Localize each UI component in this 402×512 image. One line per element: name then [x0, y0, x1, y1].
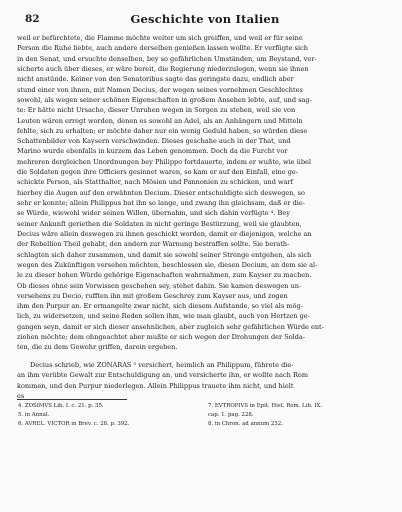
text-line: an ihm verübte Gewalt zur Entschuldigung an, und versicherte ihn, er wollte nach Rom — [17, 371, 309, 380]
running-title: Geschichte von Italien — [130, 12, 280, 26]
text-line: versehens zu Decio, rufften ihn mit großem Geschrey zum Kayser aus, und zogen — [17, 291, 288, 300]
text-line: schickte Person, als Statthalter, nach Mösien und Pannonien zu schicken, und warf — [17, 178, 294, 187]
footnote-rule — [17, 399, 127, 400]
text-line: lich, zu widersetzen, und seine Reden sollen ihm, wie man glaubt, auch von Hertzen ge- — [17, 312, 310, 321]
footnote-line: cap. 1. pag. 228. — [208, 412, 254, 418]
text-line: gangen seyn, damit er sich dieser ansehnlichen, aber zugleich sehr gefährlichen Würde ent- — [17, 322, 324, 331]
footnote-line: 6. AVREL. VICTOR in Brev. c. 28. p. 392. — [18, 421, 130, 427]
footnote-line: 7. EVTROPIVS in Epit. Hist. Rom. Lib. IX. — [208, 403, 322, 409]
text-line: kommen, und den Purpur niederlegen. Allein Philippus trauete ihm nicht, und hielt — [17, 381, 294, 390]
text-line: stund einer von ihnen, mit Namen Decius, der wegen seines vornehmen Geschlechtes — [17, 85, 303, 94]
text-line: Decius wäre allein deswegen zu ihnen geschickt worden, damit er diejenigen, welche an — [17, 229, 312, 238]
text-line: le zu dieser hohen Würde gehörige Eigenschaften wahrnahmen, zum Kayser zu machen. — [17, 271, 312, 280]
text-line: in den Senat, und ersuchte denselben, bey so gefährlichen Umständen, um Beystand, ver- — [17, 54, 317, 63]
text-line: Ob dieses ohne sein Vorwissen geschehen sey, stehet dahin. Sie kamen deswegen un- — [17, 281, 302, 290]
footnote-line: 4. ZOSIMVS Lib. I. c. 21. p. 35. — [18, 403, 104, 409]
text-line: sowohl, als wegen seiner schönen Eigenschaften in großem Ansehen lebte, auf, und sag- — [17, 95, 312, 104]
text-line: sicherte auch über dieses, er wäre bereit, die Regierung niederzulegen, wenn sie ihnen — [17, 64, 309, 73]
text-line: Leuten wären erregt worden, denen es sowohl an Adel, als an Anhängern und Mitteln — [17, 116, 303, 125]
text-line: ihm den Purpur an. Er ermangelte zwar nicht, sich diesem Aufstande, so viel als mög- — [17, 302, 303, 311]
text-line: Marino wurde ebenfalls in kurzem das Leben genommen. Doch da die Furcht vor — [17, 147, 288, 156]
text-line: nicht anstünde. Keiner von den Senatoribus sagte das geringste dazu, endlich aber — [17, 75, 294, 84]
text-line: fehlte, sich zu erhalten; er möchte daher nur ein wenig Geduld haben, so würden diese — [17, 126, 308, 135]
footnote-line: 5. in Annal. — [18, 412, 50, 418]
footnotes-left-column — [18, 402, 208, 429]
text-line: schlagten sich daher zusammen, und damit sie sowohl seiner Strenge entgehen, als sich — [17, 250, 312, 259]
page-header — [25, 13, 385, 27]
text-line: weil er befürchtete, die Flamme möchte weiter um sich greiffen, und weil er für seine — [17, 34, 303, 42]
footnotes — [18, 402, 388, 444]
text-line: Person die Ruhe liebte, auch andere derselben genießen lassen wollte. Er verfügte sich — [17, 44, 308, 53]
text-line: Decius schrieb, wie ZONARAS ⁵ versichert, heimlich an Philippum, führete die- — [30, 361, 294, 369]
text-line: ziehen möchte; dem ohngeachtet aber mußte er sich wegen der Drohungen der Solda- — [17, 333, 306, 342]
page-number: 82 — [25, 13, 40, 25]
text-line: es — [17, 391, 25, 400]
text-line: mehreren dergleichen Unordnungen bey Philippo fortdauerte, indem er wußte, wie übel — [17, 157, 312, 166]
text-line: der Rebellion Theil gehabt, den andern zur Warnung bestraffen sollte. Sie berath- — [17, 240, 290, 249]
text-line: hierbey die Augen auf den erwähnten Decium. Dieser entschuldigte sich deswegen, so — [17, 188, 305, 197]
footnote-line: 8. in Chron. ad annum 252. — [208, 421, 283, 427]
main-text — [17, 33, 387, 353]
text-line: te: Er hätte nicht Ursache, dieser Unruhen wegen in Sorgen zu stehen, weil sie von — [17, 106, 296, 115]
footnotes-right-column — [208, 402, 388, 429]
text-line: wegen des Zukünftigen versehen möchten, beschlossen sie, diesen Decium, an dem sie al- — [17, 260, 318, 269]
text-line: die Soldaten gegen ihre Officiers gesinnet waren, so kam er auf den Einfall, eine ge- — [17, 168, 299, 177]
second-paragraph — [17, 360, 387, 401]
text-line: ten, die zu dem Gewehr griffen, darein ergeben. — [17, 343, 178, 352]
text-line: se Würde, wiewohl wider seinen Willen, übernahm, und sich dahin verfügte ⁴. Bey — [17, 209, 290, 218]
text-line: seiner Ankunft geriethen die Soldaten in nicht geringe Bestürzung, weil sie glaubten, — [17, 219, 302, 228]
text-line: sehr er konnte; allein Philippus bat ihn so lange, und zwang ihn gleichsam, daß er die- — [17, 199, 305, 207]
text-line: Schattenbilder von Kaysern verschwinden. Dieses geschahe auch in der That, und — [17, 137, 291, 146]
